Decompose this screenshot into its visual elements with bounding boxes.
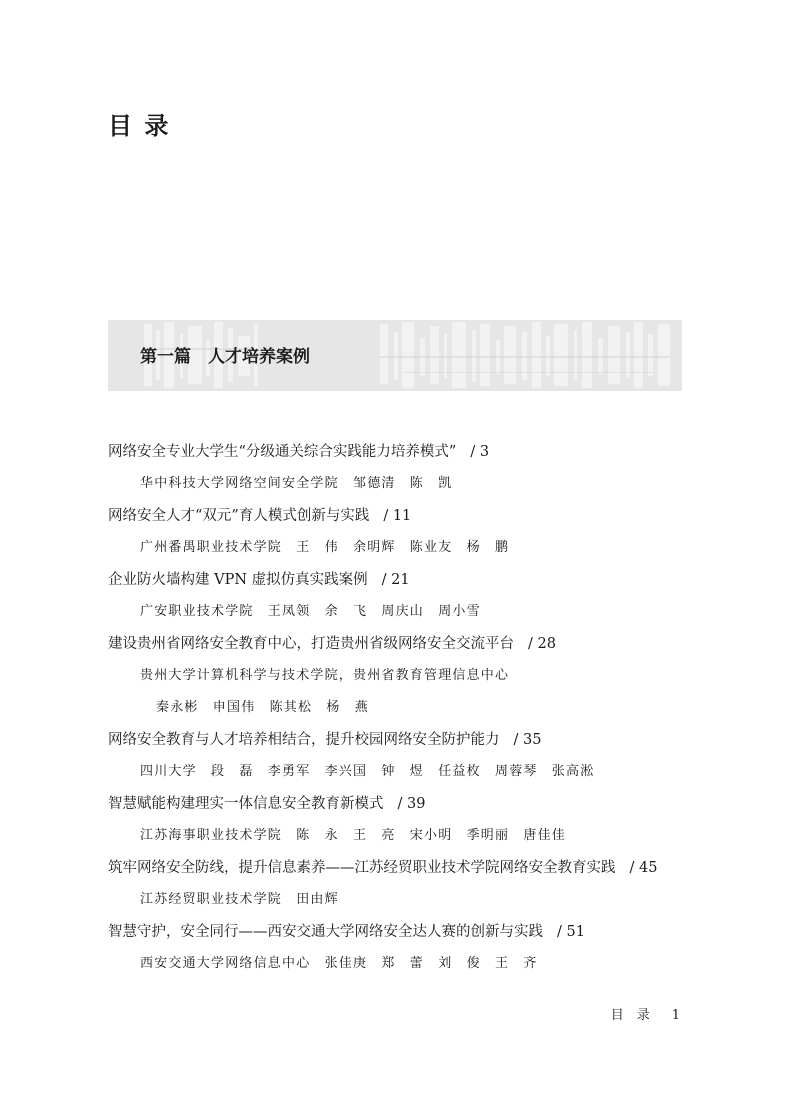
toc-entry-title: 网络安全教育与人才培养相结合，提升校园网络安全防护能力 [108, 732, 500, 748]
toc-entry-authors: 广安职业技术学院 王凤领 余 飞 周庆山 周小雪 [140, 604, 481, 619]
toc-entry [108, 505, 688, 559]
page-number: 1 [671, 1008, 680, 1023]
toc-entry-title-line[interactable] [108, 793, 688, 815]
toc-entry-page: / 3 [470, 444, 490, 460]
toc-entry [108, 729, 688, 783]
toc-entry-page: / 11 [383, 508, 412, 524]
toc-entry-title: 筑牢网络安全防线，提升信息素养——江苏经贸职业技术学院网络安全教育实践 [108, 860, 616, 876]
toc-entry-title-line[interactable] [108, 441, 688, 463]
toc-entry-page: / 28 [528, 636, 556, 652]
table-of-contents [108, 441, 688, 985]
toc-entry-page: / 21 [381, 572, 410, 588]
toc-entry-authors: 贵州大学计算机科学与技术学院，贵州省教育管理信息中心 [140, 668, 510, 683]
footer-label: 目 录 [610, 1008, 650, 1023]
toc-entry-page: / 45 [629, 860, 658, 876]
toc-entry-title: 网络安全人才“双元”育人模式创新与实践 [108, 508, 370, 524]
toc-entry-authors: 广州番禺职业技术学院 王 伟 余明辉 陈业友 杨 鹏 [140, 540, 510, 555]
toc-entry-authors: 华中科技大学网络空间安全学院 邹德清 陈 凯 [140, 476, 453, 491]
toc-entry [108, 793, 688, 847]
toc-entry [108, 441, 688, 495]
toc-entry-page: / 51 [557, 924, 585, 940]
toc-entry [108, 569, 688, 623]
toc-entry-authors: 江苏海事职业技术学院 陈 永 王 亮 宋小明 季明丽 唐佳佳 [140, 828, 567, 843]
toc-entry [108, 633, 688, 719]
toc-entry-title-line[interactable] [108, 921, 688, 943]
toc-entry-title-line[interactable] [108, 633, 688, 655]
page-title: 目 录 [108, 112, 171, 140]
toc-entry-title-line[interactable] [108, 729, 688, 751]
toc-entry-authors-continued: 秦永彬 申国伟 陈其松 杨 燕 [156, 700, 370, 715]
toc-entry-title: 网络安全专业大学生“分级通关综合实践能力培养模式” [108, 444, 457, 460]
toc-entry-title-line[interactable] [108, 857, 688, 879]
toc-entry-title-line[interactable] [108, 505, 688, 527]
toc-entry-page: / 35 [513, 732, 542, 748]
toc-entry-page: / 39 [397, 796, 426, 812]
toc-entry-title: 智慧守护，安全同行——西安交通大学网络安全达人赛的创新与实践 [108, 924, 543, 940]
toc-entry-authors: 江苏经贸职业技术学院 田由辉 [140, 892, 339, 907]
toc-entry-title-line[interactable] [108, 569, 688, 591]
part-banner [108, 320, 682, 391]
toc-entry-title: 企业防火墙构建 VPN 虚拟仿真实践案例 [108, 572, 368, 588]
toc-entry-authors: 四川大学 段 磊 李勇军 李兴国 钟 煜 任益枚 周蓉琴 张高淞 [140, 764, 595, 779]
toc-entry-title: 智慧赋能构建理实一体信息安全教育新模式 [108, 796, 384, 812]
toc-entry [108, 857, 688, 911]
page-footer [611, 1004, 680, 1023]
toc-entry-title: 建设贵州省网络安全教育中心，打造贵州省级网络安全交流平台 [108, 636, 514, 652]
toc-entry-authors: 西安交通大学网络信息中心 张佳庚 郑 蕾 刘 俊 王 齐 [140, 956, 538, 971]
part-title: 第一篇 人才培养案例 [140, 347, 310, 367]
toc-entry [108, 921, 688, 975]
